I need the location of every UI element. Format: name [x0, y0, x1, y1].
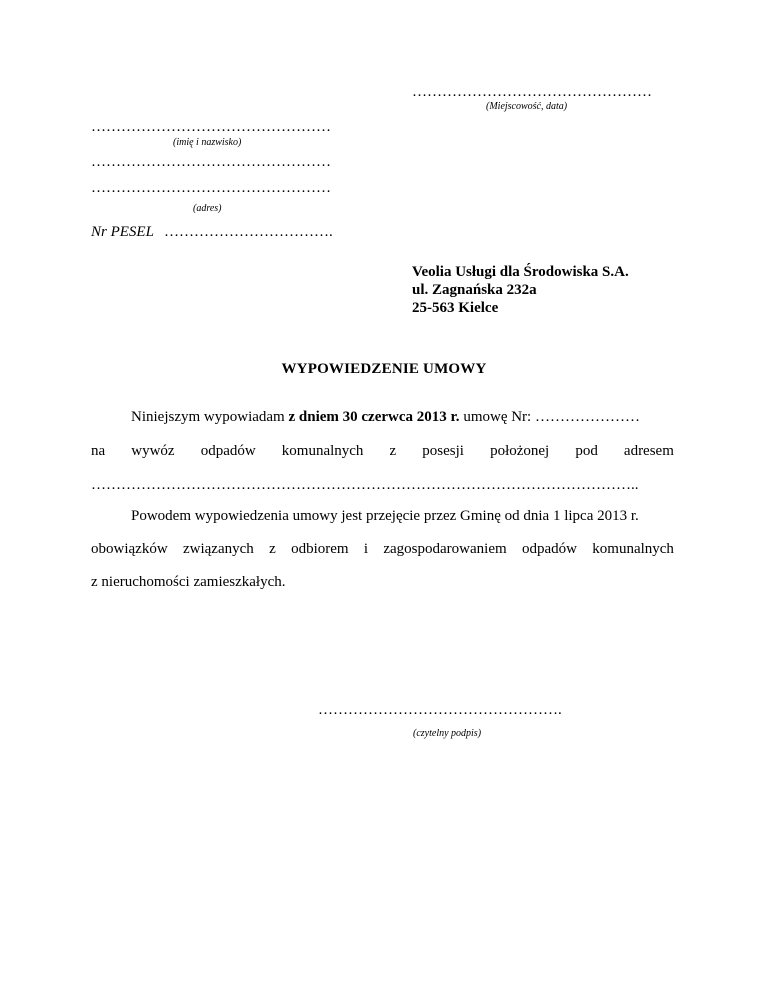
word: obowiązków [91, 541, 168, 557]
word: posesji [422, 443, 464, 459]
paragraph-2-line-2 [91, 541, 674, 558]
paragraph-1-contract: umowę Nr: ………………… [459, 409, 640, 425]
recipient-company: Veolia Usługi dla Środowiska S.A. [412, 264, 629, 280]
sender-name-caption: (imię i nazwisko) [173, 137, 242, 148]
word: położonej [490, 443, 550, 459]
word: odbiorem [291, 541, 349, 557]
recipient-address [412, 263, 629, 317]
sender-address-caption: (adres) [193, 203, 222, 214]
signature-caption: (czytelny podpis) [413, 728, 482, 739]
paragraph-2-line-3: z nieruchomości zamieszkałych. [91, 574, 286, 590]
word: na [91, 443, 106, 459]
word: adresem [623, 443, 674, 459]
pesel-row [91, 223, 333, 241]
place-date-caption: (Miejscowość, data) [486, 101, 568, 112]
word: z [269, 541, 276, 557]
paragraph-1-date: z dniem 30 czerwca 2013 r. [288, 409, 460, 425]
word: z [389, 443, 397, 459]
word: wywóz [131, 443, 175, 459]
word: odpadów [521, 541, 577, 557]
paragraph-1-line-2 [91, 443, 674, 460]
pesel-line: ……………………………. [163, 224, 333, 240]
place-date-line: ………………………………………… [412, 84, 652, 100]
word: odpadów [200, 443, 256, 459]
paragraph-2-line-1: Powodem wypowiedzenia umowy jest przejęcie przez Gminę od dnia 1 lipca 2013 r. [131, 508, 639, 524]
sender-address-line-1: ………………………………………… [91, 154, 331, 170]
word: komunalnych [592, 541, 674, 557]
recipient-city: 25-563 Kielce [412, 300, 499, 316]
paragraph-1-intro: Niniejszym wypowiadam [131, 409, 289, 425]
word: komunalnych [281, 443, 364, 459]
paragraph-1-address-line: ……………………………………………………………………………………………….. [91, 477, 639, 493]
sender-name-line: ………………………………………… [91, 119, 331, 135]
pesel-label: Nr PESEL [91, 224, 154, 240]
sender-address-line-2: ………………………………………… [91, 180, 331, 196]
word: i [363, 541, 369, 557]
paragraph-1-line-1 [131, 409, 640, 426]
word: związanych [182, 541, 254, 557]
word: zagospodarowaniem [383, 541, 507, 557]
word: pod [575, 443, 598, 459]
signature-line: …………………………………………. [318, 702, 562, 718]
recipient-street: ul. Zagnańska 232a [412, 282, 537, 298]
document-title: WYPOWIEDZENIE UMOWY [281, 361, 487, 377]
